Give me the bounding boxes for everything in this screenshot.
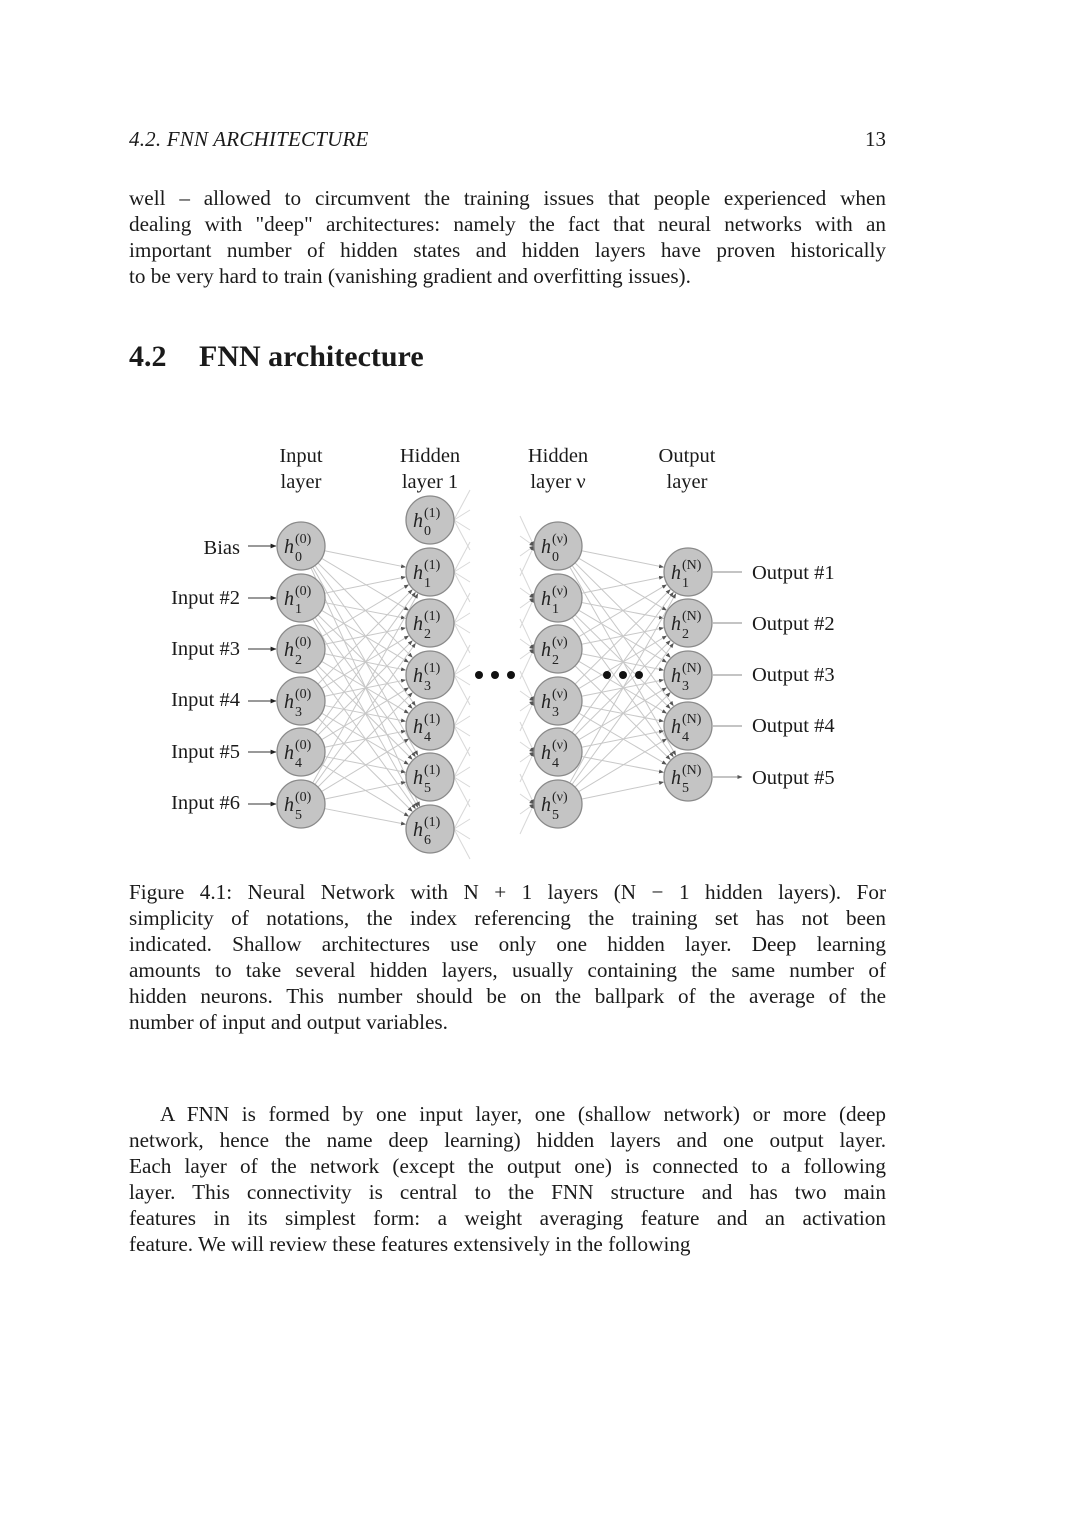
- neuron-symbol: h: [284, 588, 294, 610]
- neuron-node: [534, 522, 582, 570]
- section-heading: [129, 340, 424, 374]
- neuron-subscript: 4: [424, 730, 431, 745]
- neuron-node: [664, 702, 712, 750]
- neuron-subscript: 1: [682, 576, 689, 591]
- text-line: features in its simplest form: a weight averaging feature and an activation: [129, 1206, 886, 1230]
- neuron-node: [406, 805, 454, 853]
- edge: [582, 551, 664, 567]
- edge: [324, 782, 405, 799]
- neuron-superscript: (ν): [552, 584, 568, 599]
- output-label: Output #1: [752, 562, 835, 584]
- neuron-symbol: h: [413, 562, 423, 584]
- neuron-node: [406, 651, 454, 699]
- neuron-superscript: (1): [424, 558, 441, 573]
- neuron-node: [534, 728, 582, 776]
- caption-line: hidden neurons. This number should be on the ballpark of the average of the: [129, 984, 886, 1008]
- neuron-symbol: h: [541, 691, 551, 713]
- neuron-subscript: 0: [424, 524, 431, 539]
- neuron-superscript: (ν): [552, 532, 568, 547]
- neuron-symbol: h: [541, 794, 551, 816]
- output-label: Output #5: [752, 767, 835, 789]
- caption-line: simplicity of notations, the index referencing the training set has not been: [129, 906, 886, 930]
- edge: [572, 643, 673, 784]
- header-hidden1-line2: layer 1: [401, 471, 459, 493]
- caption-line: indicated. Shallow architectures use only one hidden layer. Deep learning: [129, 932, 886, 956]
- neuron-node: [534, 780, 582, 828]
- ellipsis-dot: [619, 671, 627, 679]
- neuron-superscript: (ν): [552, 635, 568, 650]
- neuron-subscript: 1: [552, 602, 559, 617]
- neuron-subscript: 4: [682, 730, 689, 745]
- edge: [325, 628, 406, 644]
- input-label: Bias: [203, 537, 240, 559]
- caption-line: number of input and output variables.: [129, 1010, 448, 1034]
- edge: [570, 594, 676, 783]
- neuron-symbol: h: [413, 716, 423, 738]
- edge: [313, 594, 418, 783]
- neuron-symbol: h: [671, 562, 681, 584]
- neuron-symbol: h: [541, 588, 551, 610]
- ellipsis-dot: [507, 671, 515, 679]
- neuron-subscript: 3: [424, 679, 431, 694]
- text-line: network, hence the name deep learning) hidden layers and one output layer.: [129, 1128, 886, 1152]
- header-input-line1: Input: [279, 445, 323, 467]
- neuron-symbol: h: [284, 536, 294, 558]
- output-label: Output #4: [752, 715, 835, 737]
- neuron-subscript: 4: [295, 756, 302, 771]
- section-number: 4.2: [129, 340, 167, 373]
- edge: [322, 739, 409, 792]
- figure-neural-network: [0, 420, 1080, 870]
- section-title: FNN architecture: [199, 340, 424, 373]
- header-hidden1-line1: Hidden: [399, 445, 461, 467]
- neuron-symbol: h: [671, 613, 681, 635]
- neuron-symbol: h: [541, 536, 551, 558]
- neuron-symbol: h: [284, 794, 294, 816]
- neuron-superscript: (0): [295, 738, 312, 753]
- header-hiddenv-line2: layer ν: [530, 471, 586, 493]
- neuron-node: [664, 753, 712, 801]
- neuron-subscript: 5: [552, 808, 559, 823]
- neuron-superscript: (ν): [552, 738, 568, 753]
- text-line: Each layer of the network (except the output one) is connected to a following: [129, 1154, 886, 1178]
- neuron-superscript: (1): [424, 712, 441, 727]
- neuron-symbol: h: [541, 639, 551, 661]
- neuron-node: [277, 574, 325, 622]
- neuron-symbol: h: [413, 819, 423, 841]
- neuron-node: [406, 496, 454, 544]
- neuron-superscript: (0): [295, 584, 312, 599]
- input-label: Input #3: [171, 638, 240, 660]
- input-label: Input #2: [171, 587, 240, 609]
- neuron-superscript: (1): [424, 609, 441, 624]
- edge: [582, 577, 664, 593]
- input-label: Input #6: [171, 792, 240, 814]
- neuron-superscript: (ν): [552, 687, 568, 702]
- text-line: well – allowed to circumvent the training issues that people experienced when: [129, 186, 886, 210]
- neuron-symbol: h: [671, 716, 681, 738]
- text-line: A FNN is formed by one input layer, one (shallow network) or more (deep: [160, 1102, 886, 1126]
- neuron-subscript: 1: [295, 602, 302, 617]
- neuron-node: [277, 780, 325, 828]
- neuron-symbol: h: [284, 691, 294, 713]
- edge: [579, 558, 667, 610]
- neuron-symbol: h: [284, 742, 294, 764]
- text-line: to be very hard to train (vanishing gradient and overfitting issues).: [129, 264, 691, 288]
- neuron-subscript: 0: [295, 550, 302, 565]
- ellipsis-dot: [475, 671, 483, 679]
- edge: [325, 809, 406, 825]
- neuron-node: [406, 599, 454, 647]
- neuron-subscript: 3: [295, 705, 302, 720]
- edge: [325, 551, 406, 567]
- neuron-subscript: 0: [552, 550, 559, 565]
- neuron-subscript: 2: [552, 653, 559, 668]
- figure-caption: [129, 879, 886, 1035]
- neuron-node: [534, 574, 582, 622]
- input-label: Input #4: [171, 689, 240, 711]
- neuron-superscript: (N): [682, 763, 702, 778]
- body-paragraph: [129, 1101, 886, 1257]
- output-label: Output #2: [752, 613, 835, 635]
- neuron-superscript: (0): [295, 532, 312, 547]
- neuron-symbol: h: [284, 639, 294, 661]
- neuron-node: [406, 753, 454, 801]
- ellipsis-dot: [635, 671, 643, 679]
- neuron-subscript: 2: [682, 627, 689, 642]
- neuron-node: [664, 599, 712, 647]
- ellipsis-dot: [491, 671, 499, 679]
- edge: [581, 782, 663, 799]
- neuron-symbol: h: [413, 613, 423, 635]
- layer-headers: [279, 445, 715, 493]
- ellipsis-dot: [603, 671, 611, 679]
- neuron-subscript: 5: [682, 781, 689, 796]
- neuron-superscript: (1): [424, 506, 441, 521]
- neuron-superscript: (0): [295, 635, 312, 650]
- neuron-node: [534, 677, 582, 725]
- neuron-node: [277, 625, 325, 673]
- neuron-subscript: 6: [424, 833, 431, 848]
- page-number: 13: [865, 127, 886, 151]
- edge: [572, 592, 673, 732]
- neuron-symbol: h: [671, 665, 681, 687]
- header-output-line2: layer: [666, 471, 708, 493]
- edge: [325, 577, 406, 593]
- text-line: dealing with "deep" architectures: namely the fact that neural networks with an: [129, 212, 886, 236]
- header-output-line1: Output: [658, 445, 716, 467]
- neuron-node: [277, 728, 325, 776]
- header-hiddenv-line1: Hidden: [527, 445, 589, 467]
- neuron-subscript: 2: [295, 653, 302, 668]
- edge: [582, 628, 664, 644]
- text-line: important number of hidden states and hidden layers have proven historically: [129, 238, 886, 262]
- neuron-superscript: (1): [424, 815, 441, 830]
- running-head: [129, 127, 886, 157]
- neuron-symbol: h: [541, 742, 551, 764]
- neuron-superscript: (1): [424, 763, 441, 778]
- neuron-subscript: 3: [682, 679, 689, 694]
- neuron-symbol: h: [413, 767, 423, 789]
- neuron-subscript: 3: [552, 705, 559, 720]
- neuron-symbol: h: [413, 510, 423, 532]
- neuron-subscript: 4: [552, 756, 559, 771]
- output-label: Output #3: [752, 664, 835, 686]
- text-line: feature. We will review these features extensively in the following: [129, 1232, 691, 1256]
- running-head-title: 4.2. FNN ARCHITECTURE: [129, 127, 369, 151]
- neuron-subscript: 1: [424, 576, 431, 591]
- neuron-node: [664, 548, 712, 596]
- neuron-node: [277, 677, 325, 725]
- neuron-symbol: h: [413, 665, 423, 687]
- neuron-node: [406, 548, 454, 596]
- neuron-node: [534, 625, 582, 673]
- neuron-subscript: 5: [424, 781, 431, 796]
- neuron-symbol: h: [671, 767, 681, 789]
- neuron-node: [664, 651, 712, 699]
- edge: [582, 757, 664, 773]
- caption-line: Figure 4.1: Neural Network with N + 1 layers (N − 1 hidden layers). For: [129, 880, 886, 904]
- neuron-superscript: (1): [424, 661, 441, 676]
- header-input-line2: layer: [280, 471, 322, 493]
- neuron-superscript: (N): [682, 558, 702, 573]
- neuron-superscript: (ν): [552, 790, 568, 805]
- neuron-superscript: (N): [682, 661, 702, 676]
- edge: [322, 558, 409, 610]
- intro-paragraph: [129, 185, 886, 289]
- neuron-superscript: (N): [682, 609, 702, 624]
- text-line: layer. This connectivity is central to the FNN structure and has two main: [129, 1180, 886, 1204]
- neuron-subscript: 2: [424, 627, 431, 642]
- neuron-superscript: (0): [295, 790, 312, 805]
- caption-line: amounts to take several hidden layers, usually containing the same number of: [129, 958, 886, 982]
- edge: [315, 592, 415, 732]
- neuron-subscript: 5: [295, 808, 302, 823]
- neuron-superscript: (N): [682, 712, 702, 727]
- input-label: Input #5: [171, 741, 240, 763]
- edge: [325, 757, 406, 773]
- neuron-node: [406, 702, 454, 750]
- neuron-node: [277, 522, 325, 570]
- neuron-superscript: (0): [295, 687, 312, 702]
- network-diagram: [0, 420, 1080, 870]
